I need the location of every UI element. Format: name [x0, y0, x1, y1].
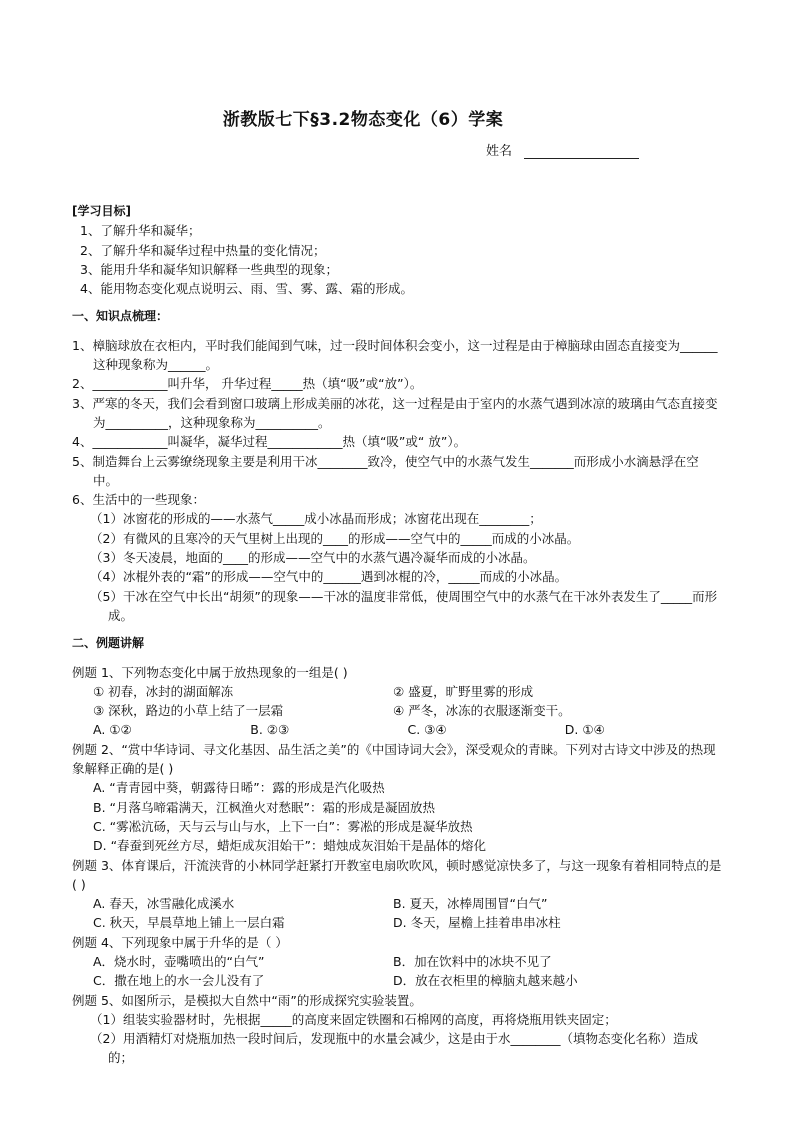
phenomenon-item: （3）冬天凌晨，地面的____的形成——空气中的水蒸气遇冷凝华而成的小冰晶。: [90, 550, 536, 566]
example-1-choice: A. ①②: [93, 722, 132, 738]
knowledge-q3: 3、严寒的冬天，我们会看到窗口玻璃上形成美丽的冰花，这一过程是由于室内的水蒸气遇到冰凉的玻璃由气态直接变为__________，这种现象称为__________。: [72, 395, 718, 430]
example-2-stem: 例题 2、“赏中华诗词、寻文化基因、品生活之美”的《中国诗词大会》，深受观众的青睐。下列对古诗文中涉及的热现象解释正确的是( ): [72, 741, 716, 777]
name-label: 姓名: [486, 144, 513, 159]
example-1-choices: [72, 720, 722, 739]
knowledge-q1: 1、樟脑球放在衣柜内，平时我们能闻到气味，过一段时间体积会变小，这一过程是由于樟脑球由固态直接变为______这种现象称为______。: [72, 337, 718, 373]
phenomenon-item: （4）冰棍外表的“霜”的形成——空气中的______遇到冰棍的冷，_____而成的小冰晶。: [90, 569, 568, 585]
example-2-choice: D. “春蚕到死丝方尽，蜡炬成灰泪始干”：蜡烛成灰泪始干是晶体的熔化: [93, 838, 487, 854]
knowledge-q2: 2、____________叫升华， 升华过程_____热（填“吸”或“放”）。: [72, 376, 423, 392]
example-3-choices-row: [72, 913, 722, 932]
goal-item: 4、能用物态变化观点说明云、雨、雪、雾、露、霜的形成。: [80, 281, 413, 297]
knowledge-q6: 6、生活中的一些现象：: [72, 492, 205, 508]
example-1-options-row: [72, 701, 722, 720]
phenomenon-item: （2）有微风的且寒冷的天气里树上出现的____的形成——空气中的_____而成的小冰晶。: [90, 530, 580, 546]
phenomenon-item: （1）冰窗花的形成的——水蒸气_____成小冰晶而形成；冰窗花出现在________；: [90, 511, 542, 527]
example-1-option: ④ 严冬，冰冻的衣服逐渐变干。: [393, 703, 571, 719]
example-4-choice: D．放在衣柜里的樟脑丸越来越小: [393, 973, 578, 989]
goals-heading: [学习目标]: [72, 204, 131, 218]
example-1-option: ③ 深秋，路边的小草上结了一层霜: [93, 703, 284, 719]
goal-item: 2、了解升华和凝华过程中热量的变化情况；: [80, 242, 326, 258]
example-4-choice: C．撒在地上的水一会儿没有了: [93, 973, 265, 989]
example-1-option: ① 初春，冰封的湖面解冻: [93, 683, 234, 699]
worksheet-content: [72, 202, 722, 1068]
example-4-choice: B．加在饮料中的冰块不见了: [393, 953, 552, 969]
example-4-choices-row: [72, 971, 722, 990]
example-5-item: （1）组装实验器材时，先根据_____的高度来固定铁圈和石棉网的高度，再将烧瓶用铁夹固定；: [90, 1011, 617, 1027]
section1-heading: 一、知识点梳理：: [72, 309, 169, 324]
example-1-options-row: [72, 682, 722, 701]
example-1-choice: C. ③④: [407, 722, 447, 738]
page-title: 浙教版七下§3.2物态变化（6）学案: [222, 110, 504, 130]
name-field: [486, 140, 639, 159]
example-4-choices-row: [72, 952, 722, 971]
example-3-choice: A. 春天，冰雪融化成溪水: [93, 896, 235, 912]
example-1-stem: 例题 1、下列物态变化中属于放热现象的一组是( ): [72, 664, 348, 680]
goal-item: 1、了解升华和凝华；: [80, 223, 201, 239]
example-2-choice: B. “月落乌啼霜满天，江枫渔火对愁眠”：霜的形成是凝固放热: [93, 799, 435, 815]
example-4-choice: A．烧水时，壶嘴喷出的“白气”: [93, 953, 265, 969]
example-1-choice: B. ②③: [250, 722, 290, 738]
example-4-stem: 例题 4、下列现象中属于升华的是（ ）: [72, 934, 288, 950]
knowledge-q5: 5、制造舞台上云雾缭绕现象主要是利用干冰________致冷，使空气中的水蒸气发生_______而形成小水滴悬浮在空中。: [72, 453, 699, 488]
phenomenon-item: （5）干冰在空气中长出“胡须”的现象——干冰的温度非常低，使周围空气中的水蒸气在干冰外表发生了_____而形成。: [90, 588, 718, 623]
example-3-choice: D. 冬天，屋檐上挂着串串冰柱: [393, 915, 561, 931]
goal-item: 3、能用升华和凝华知识解释一些典型的现象；: [80, 261, 338, 277]
name-blank: [524, 144, 639, 159]
example-3-choice: B. 夏天，冰棒周围冒“白气”: [393, 896, 548, 912]
example-3-choice: C. 秋天，早晨草地上铺上一层白霜: [93, 915, 285, 931]
example-1-choice: D. ①④: [564, 722, 605, 738]
knowledge-q4: 4、____________叫凝华，凝华过程____________热（填“吸”或“ 放”）。: [72, 434, 467, 450]
example-5-item: （2）用酒精灯对烧瓶加热一段时间后，发现瓶中的水量会减少，这是由于水________（填物态变化名称）造成的；: [90, 1031, 698, 1066]
section2-heading: 二、例题讲解: [72, 636, 145, 651]
example-3-stem: 例题 3、体育课后，汗流浃背的小林同学赶紧打开教室电扇吹吹风，顿时感觉凉快多了，与这一现象有着相同特点的是( ): [72, 857, 722, 892]
example-3-choices-row: [72, 894, 722, 913]
example-2-choice: A. “青青园中葵，朝露待日晞”：露的形成是汽化吸热: [93, 780, 385, 796]
example-2-choice: C. “雾凇沆砀，天与云与山与水，上下一白”：雾凇的形成是凝华放热: [93, 818, 473, 834]
example-5-stem: 例题 5、如图所示，是模拟大自然中“雨”的形成探究实验装置。: [72, 992, 422, 1008]
example-1-option: ② 盛夏，旷野里雾的形成: [393, 683, 534, 699]
